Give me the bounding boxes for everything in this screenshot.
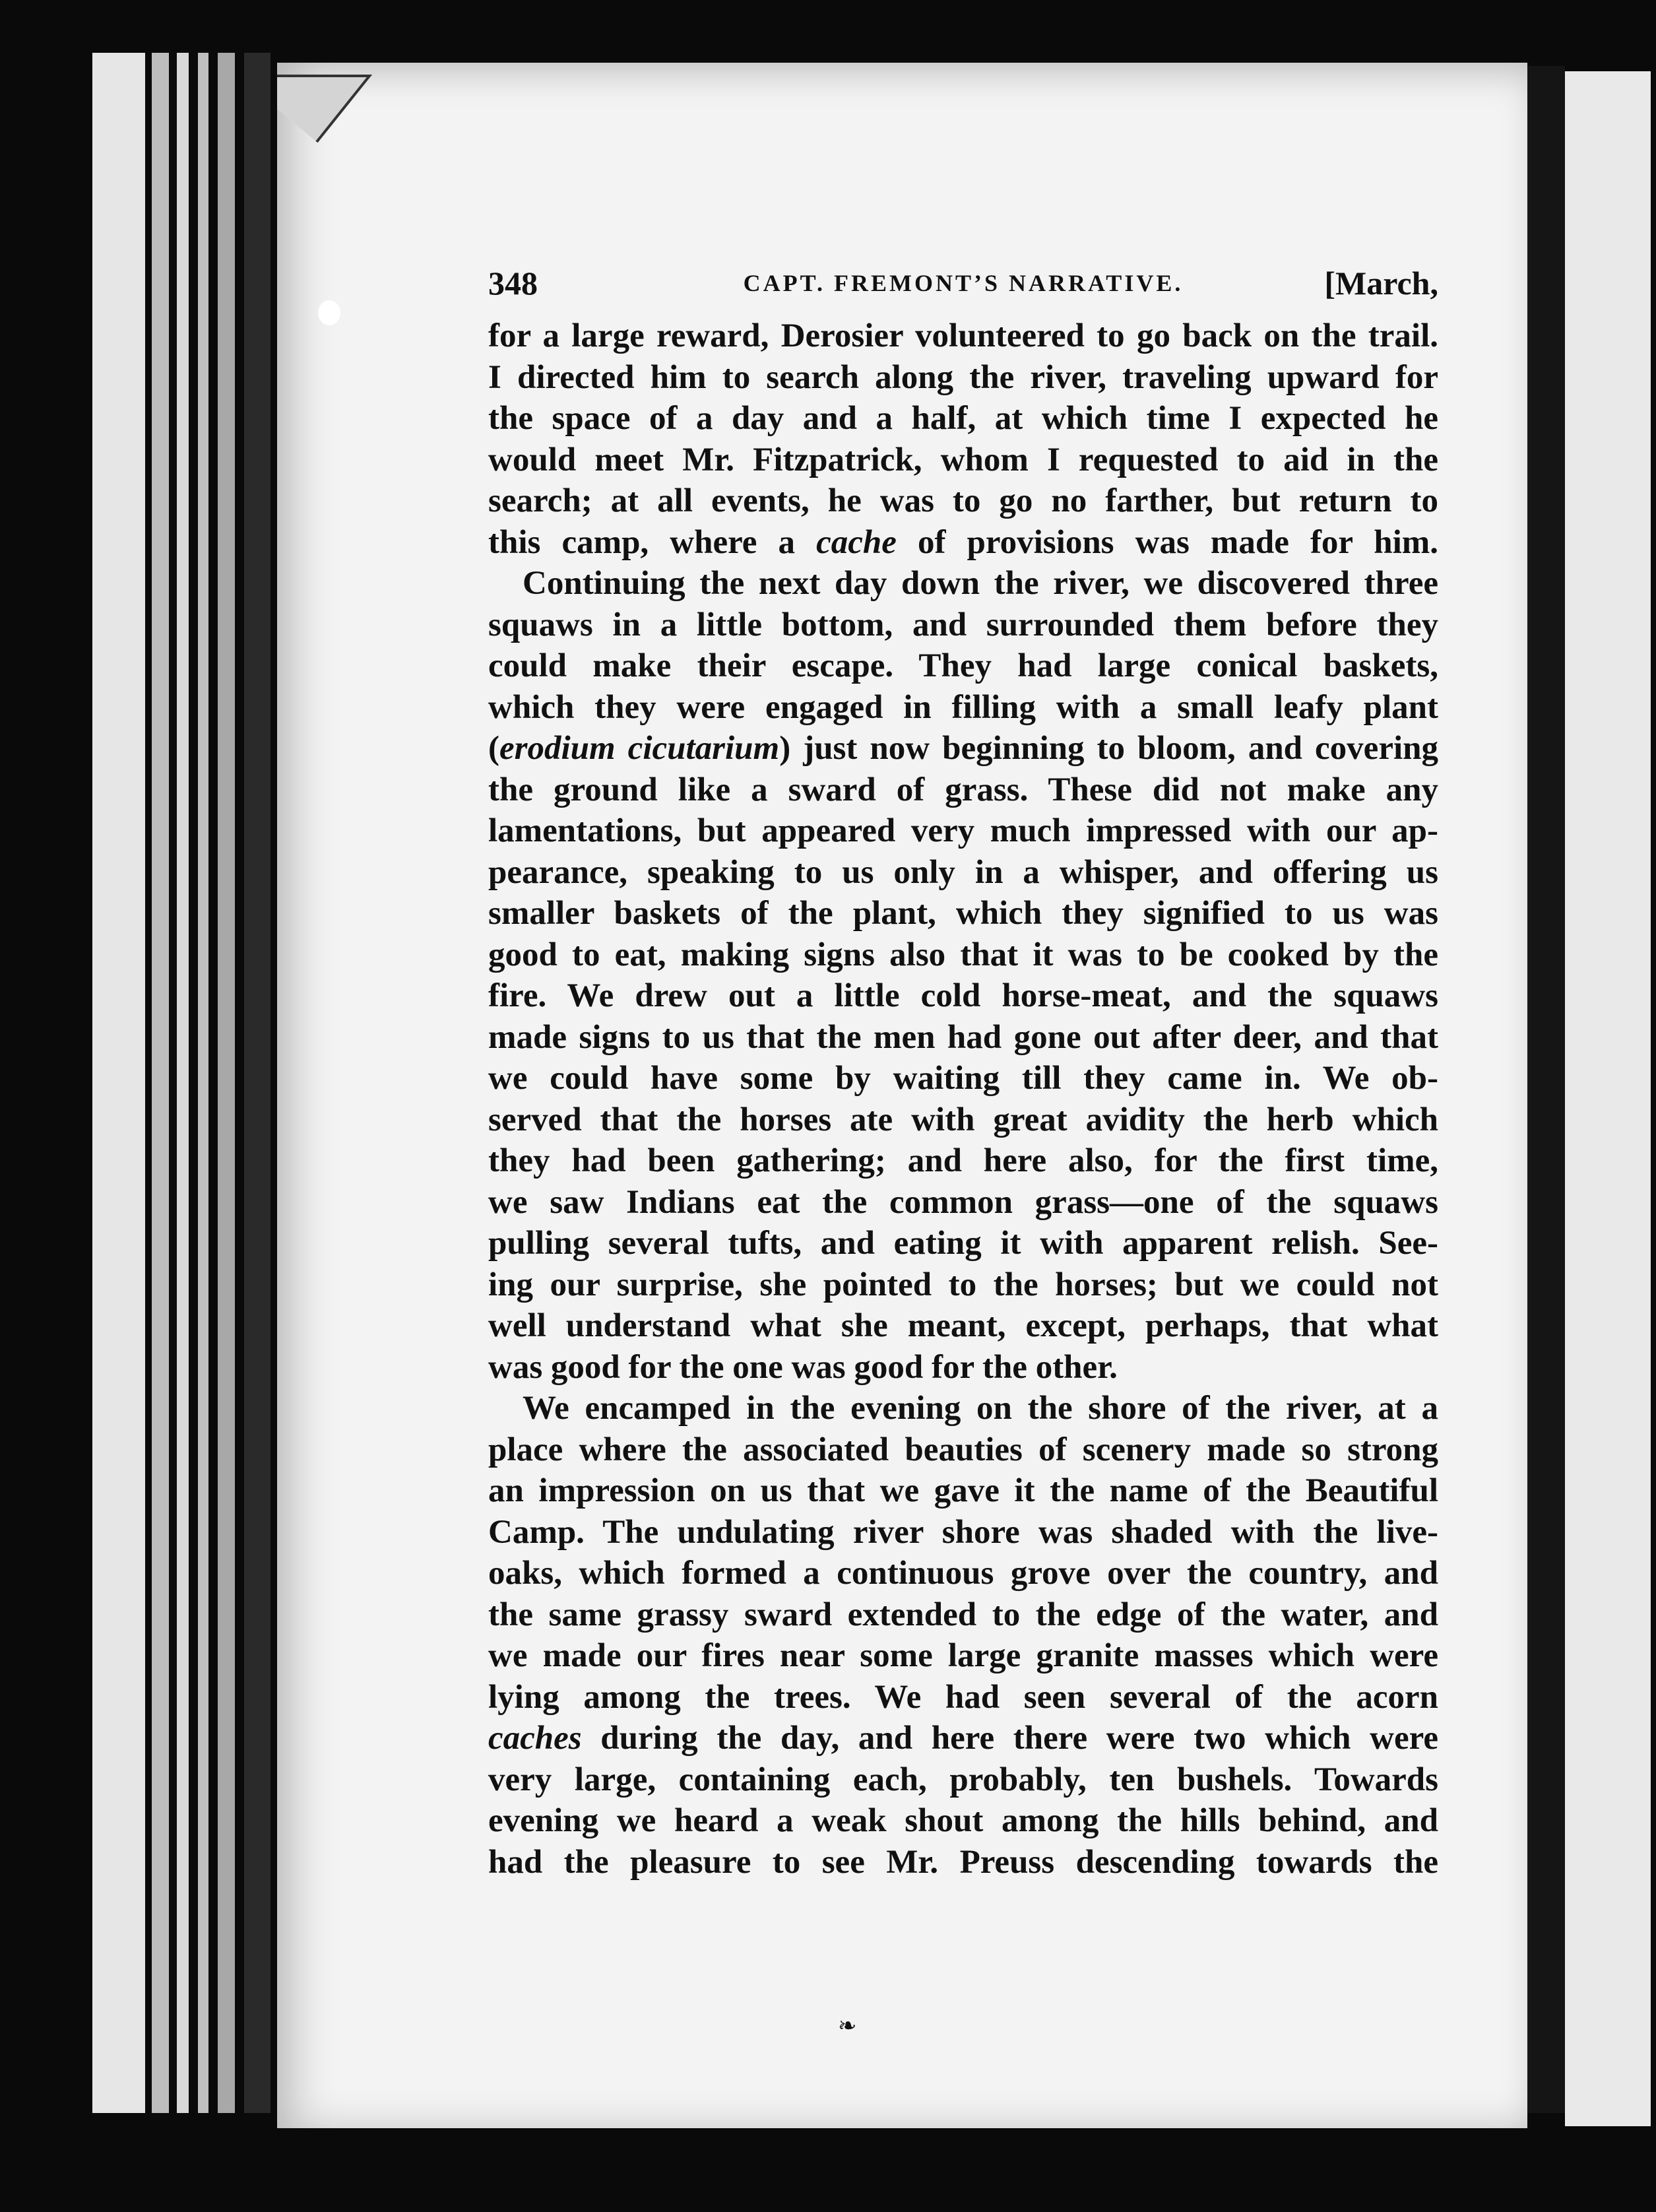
text-run: had the pleasure to see Mr. Preuss descending towards the bbox=[488, 1843, 1438, 1881]
text-run: we could have some by waiting till they came in. We ob- bbox=[488, 1060, 1438, 1097]
text-run: Continuing the next day down the river, we discovered three bbox=[523, 565, 1438, 602]
page-edge-stack bbox=[198, 53, 208, 2113]
running-header bbox=[488, 264, 1438, 323]
text-run: of provisions was made for him. bbox=[896, 523, 1438, 561]
text-line bbox=[488, 480, 1438, 522]
page-edge-stack bbox=[92, 53, 145, 2113]
text-run: made signs to us that the men had gone out after deer, and that bbox=[488, 1018, 1438, 1056]
page-number: 348 bbox=[488, 265, 538, 302]
text-line bbox=[488, 1553, 1438, 1594]
text-line bbox=[488, 728, 1438, 769]
text-run: oaks, which formed a continuous grove over the country, and bbox=[488, 1555, 1438, 1592]
text-run: evening we heard a weak shout among the hills behind, and bbox=[488, 1802, 1438, 1839]
text-line bbox=[488, 398, 1438, 439]
text-line bbox=[488, 852, 1438, 894]
text-line bbox=[488, 769, 1438, 811]
text-line bbox=[488, 687, 1438, 729]
text-line bbox=[488, 604, 1438, 646]
text-line bbox=[488, 1347, 1438, 1388]
text-line bbox=[488, 563, 1438, 604]
text-run: ) just now beginning to bloom, and covering bbox=[779, 730, 1438, 767]
text-run: would meet Mr. Fitzpatrick, whom I requested to aid in the bbox=[488, 441, 1438, 478]
text-run: was good for the one was good for the other. bbox=[488, 1348, 1118, 1386]
text-line bbox=[488, 975, 1438, 1017]
facing-page-edge bbox=[1565, 71, 1651, 2126]
text-run: served that the horses ate with great avidity the herb which bbox=[488, 1101, 1438, 1138]
text-run: well understand what she meant, except, perhaps, that what bbox=[488, 1307, 1438, 1344]
text-line bbox=[488, 1677, 1438, 1718]
italic-term: cache bbox=[816, 523, 897, 561]
text-line bbox=[488, 1182, 1438, 1223]
text-run: squaws in a little bottom, and surrounded them before they bbox=[488, 606, 1438, 643]
folded-corner bbox=[277, 63, 396, 162]
text-run: we made our fires near some large granite masses which were bbox=[488, 1637, 1438, 1674]
text-run: they had been gathering; and here also, for the first time, bbox=[488, 1142, 1438, 1179]
text-run: for a large reward, Derosier volunteered to go back on the trail. bbox=[488, 317, 1438, 354]
paragraph bbox=[488, 563, 1438, 1388]
text-run: fire. We drew out a little cold horse-meat, and the squaws bbox=[488, 977, 1438, 1014]
text-line bbox=[488, 1305, 1438, 1347]
text-line bbox=[488, 357, 1438, 399]
text-run: this camp, where a bbox=[488, 523, 817, 561]
text-line bbox=[488, 1223, 1438, 1264]
text-run: which they were engaged in filling with a small leafy plant bbox=[488, 688, 1438, 726]
text-line bbox=[488, 1429, 1438, 1471]
text-run: the ground like a sward of grass. These did not make any bbox=[488, 771, 1438, 808]
text-line bbox=[488, 1099, 1438, 1141]
text-line bbox=[488, 315, 1438, 357]
text-line bbox=[488, 1470, 1438, 1512]
text-line bbox=[488, 810, 1438, 852]
text-run: could make their escape. They had large conical baskets, bbox=[488, 647, 1438, 684]
text-line bbox=[488, 1718, 1438, 1759]
paragraph bbox=[488, 315, 1438, 563]
text-run: during the day, and here there were two which were bbox=[581, 1720, 1438, 1757]
italic-term: caches bbox=[488, 1720, 582, 1757]
text-run: Camp. The undulating river shore was shaded with the live- bbox=[488, 1513, 1438, 1551]
text-line bbox=[488, 1594, 1438, 1636]
page-binding-shadow bbox=[244, 53, 271, 2113]
text-line bbox=[488, 1759, 1438, 1801]
running-title: CAPT. FREMONT’S NARRATIVE. bbox=[743, 270, 1184, 296]
text-line bbox=[488, 934, 1438, 976]
right-gutter bbox=[1521, 66, 1565, 2113]
text-run: good to eat, making signs also that it was to be cooked by the bbox=[488, 936, 1438, 973]
running-month: [March, bbox=[1324, 265, 1438, 302]
italic-term: erodium cicutarium bbox=[499, 730, 780, 767]
text-run: we saw Indians eat the common grass—one of the squaws bbox=[488, 1183, 1438, 1221]
text-line bbox=[488, 893, 1438, 934]
text-line bbox=[488, 1264, 1438, 1306]
text-run: an impression on us that we gave it the name of the Beautiful bbox=[488, 1472, 1438, 1509]
page-edge-stack bbox=[152, 53, 169, 2113]
text-line bbox=[488, 439, 1438, 481]
text-line bbox=[488, 522, 1438, 564]
text-run: search; at all events, he was to go no farther, but return to bbox=[488, 482, 1438, 519]
paragraph bbox=[488, 1388, 1438, 1883]
text-run: I directed him to search along the river, traveling upward for bbox=[488, 358, 1438, 396]
text-line bbox=[488, 1140, 1438, 1182]
text-run: the space of a day and a half, at which time I expected he bbox=[488, 400, 1438, 437]
text-line bbox=[488, 1842, 1438, 1883]
text-line bbox=[488, 1388, 1438, 1429]
text-run: pulling several tufts, and eating it with apparent relish. See- bbox=[488, 1225, 1438, 1262]
text-line bbox=[488, 1635, 1438, 1677]
text-run: lying among the trees. We had seen several of the acorn bbox=[488, 1678, 1438, 1716]
paper-speck bbox=[318, 300, 340, 325]
text-line bbox=[488, 1017, 1438, 1058]
text-run: ing our surprise, she pointed to the horses; but we could not bbox=[488, 1266, 1438, 1303]
text-run: pearance, speaking to us only in a whisper, and offering us bbox=[488, 853, 1438, 891]
text-run: place where the associated beauties of scenery made so strong bbox=[488, 1431, 1438, 1468]
text-run: lamentations, but appeared very much impressed with our ap- bbox=[488, 812, 1438, 849]
text-line bbox=[488, 645, 1438, 687]
text-line bbox=[488, 1800, 1438, 1842]
text-run: ( bbox=[488, 730, 499, 767]
page-edge-stack bbox=[177, 53, 189, 2113]
footer-ornament: ❧ bbox=[838, 2014, 857, 2038]
page-edge-stack bbox=[218, 53, 235, 2113]
text-run: smaller baskets of the plant, which they signified to us was bbox=[488, 895, 1438, 932]
text-line bbox=[488, 1058, 1438, 1099]
text-run: We encamped in the evening on the shore of the river, at a bbox=[523, 1390, 1438, 1427]
text-line bbox=[488, 1512, 1438, 1553]
text-run: very large, containing each, probably, ten bushels. Towards bbox=[488, 1761, 1438, 1798]
text-run: the same grassy sward extended to the edge of the water, and bbox=[488, 1596, 1438, 1633]
body-text bbox=[488, 315, 1438, 1883]
